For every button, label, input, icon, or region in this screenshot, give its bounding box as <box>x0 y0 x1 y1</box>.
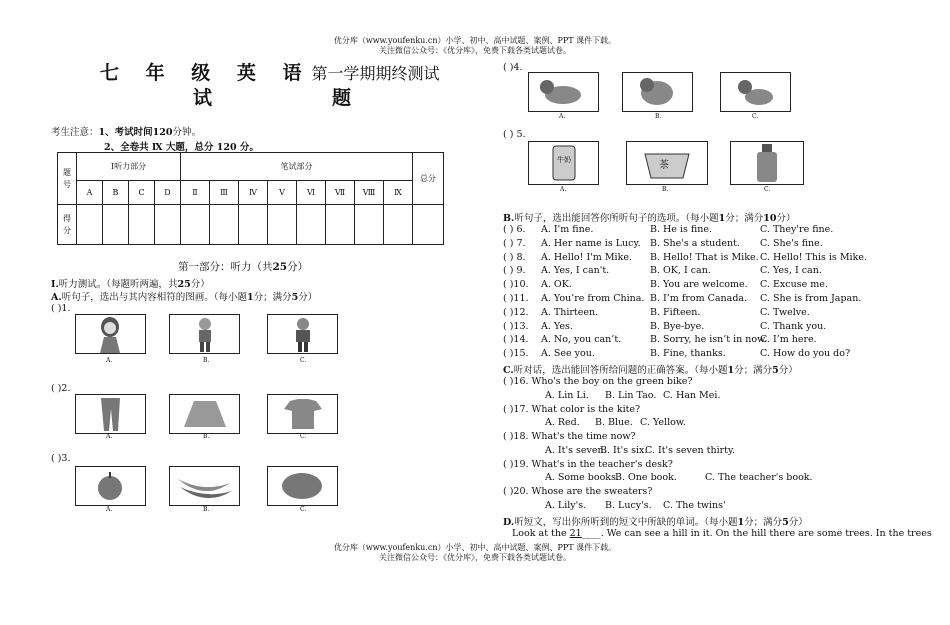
caption-c: C. <box>300 433 307 440</box>
b-option-a: A. Yes. <box>541 320 573 332</box>
boy-icon <box>268 315 337 353</box>
q5-pic-a[interactable] <box>528 141 599 185</box>
c-option-c[interactable]: C. The twins' <box>663 499 726 511</box>
score-cell[interactable] <box>239 205 268 245</box>
b-option-b: B. Sorry, he isn’t in now. <box>650 334 768 346</box>
caption-b: B. <box>203 357 210 364</box>
page-footer <box>0 543 950 563</box>
tea-label: 茶 <box>659 160 669 171</box>
score-cell[interactable] <box>129 205 155 245</box>
q2-pic-a[interactable] <box>75 394 146 434</box>
c-option-b[interactable]: B. Lin Tao. <box>605 389 657 401</box>
score-cell[interactable] <box>268 205 297 245</box>
b-option-c: C. Thank you. <box>760 320 827 332</box>
caption-c: C. <box>300 357 307 364</box>
notice-item-1-end: 分钟。 <box>172 127 201 138</box>
caption-a: A. <box>106 357 113 364</box>
c-question[interactable]: ( )20. Whose are the sweaters? <box>503 486 653 497</box>
total-header: 总分 <box>413 153 444 205</box>
question-4[interactable]: ( )4. <box>503 62 523 73</box>
b-option-n[interactable]: ( ) 9. <box>503 265 526 277</box>
caption-b: B. <box>655 113 662 120</box>
b-option-n[interactable]: ( ) 7. <box>503 237 526 249</box>
page-header <box>0 36 950 56</box>
score-cell[interactable] <box>77 205 103 245</box>
c-option-c[interactable]: C. Yellow. <box>640 417 686 429</box>
row-label-question: 题号 <box>58 153 77 205</box>
b-option-c: C. They're fine. <box>760 224 834 235</box>
section-b-heading: B.听句子，选出能回答你所听句子的选项。（每小题1分；满分10分） <box>503 213 796 224</box>
caption-a: A. <box>106 433 113 440</box>
col-7: Ⅶ <box>326 181 355 205</box>
b-option-a: A. Her name is Lucy. <box>541 237 641 249</box>
b-option-n[interactable]: ( )13. <box>503 320 529 332</box>
exam-title-line2 <box>193 83 351 110</box>
title-shi: 试 <box>193 87 213 109</box>
question-3[interactable]: ( )3. <box>51 453 71 464</box>
listening-header: Ⅰ听力部分 <box>77 153 181 181</box>
caption-c: C. <box>764 186 771 193</box>
section-d-heading: D.听短文，写出你所听到的短文中所缺的单词。（每小题1分；满分5分） <box>503 517 808 528</box>
notice-time: 120 <box>152 127 173 138</box>
q2-pic-b[interactable] <box>169 394 240 434</box>
b-option-n[interactable]: ( ) 8. <box>503 251 526 263</box>
q3-pic-a[interactable] <box>75 466 146 506</box>
b-option-b: B. She's a student. <box>650 237 740 249</box>
q4-pic-b[interactable] <box>622 72 693 112</box>
b-option-b: B. Bye-bye. <box>650 320 705 332</box>
q2-pic-c[interactable] <box>267 394 338 434</box>
footer-line-2: 关注微信公众号：《优分库》，免费下载各类试题试卷。 <box>379 553 571 562</box>
q4-pic-a[interactable] <box>528 72 599 112</box>
col-8: Ⅷ <box>355 181 384 205</box>
girl-icon <box>76 315 145 353</box>
score-cell[interactable] <box>103 205 129 245</box>
question-5[interactable]: ( ) 5. <box>503 129 526 140</box>
caption-c: C. <box>752 113 759 120</box>
score-cell[interactable] <box>155 205 181 245</box>
c-option-c[interactable]: C. Han Mei. <box>663 389 721 401</box>
b-option-b: B. He is fine. <box>650 224 712 235</box>
c-option-c[interactable]: C. The teacher's book. <box>705 472 813 484</box>
boy-icon <box>170 315 239 353</box>
b-option-c: C. Hello! This is Mike. <box>760 251 867 263</box>
b-option-n[interactable]: ( )10. <box>503 279 529 291</box>
c-question[interactable]: ( )19. What's in the teacher's desk? <box>503 458 673 470</box>
b-option-n[interactable]: ( )14. <box>503 334 529 346</box>
score-cell-total[interactable] <box>413 205 444 245</box>
q1-pic-b[interactable] <box>169 314 240 354</box>
score-row <box>58 205 444 245</box>
milk-label: 牛奶 <box>557 156 571 164</box>
col-3: Ⅲ <box>210 181 239 205</box>
b-option-c: C. Excuse me. <box>760 279 828 291</box>
exam-title <box>100 58 439 85</box>
score-cell[interactable] <box>384 205 413 245</box>
c-option-a[interactable]: A. Red. <box>545 417 580 429</box>
notice-line-2 <box>104 139 259 153</box>
b-option-b: B. OK, I can. <box>650 265 711 277</box>
question-1[interactable]: ( )1. <box>51 303 71 314</box>
elephant-icon <box>623 73 692 111</box>
c-question[interactable]: ( )17. What color is the kite? <box>503 403 641 415</box>
q5-pic-c[interactable] <box>730 141 804 185</box>
col-5: Ⅴ <box>268 181 297 205</box>
section-1-heading: I.听力测试。（每题听两遍，共25分） <box>51 279 210 290</box>
question-2[interactable]: ( )2. <box>51 383 71 394</box>
score-cell[interactable] <box>181 205 210 245</box>
b-option-a: A. Yes, I can't. <box>541 265 610 277</box>
b-option-c: C. She's fine. <box>760 237 823 249</box>
b-option-c: C. How do you do? <box>760 348 851 360</box>
notice-label: 考生注意： <box>51 127 99 138</box>
b-option-n[interactable]: ( ) 6. <box>503 224 526 235</box>
col-9: Ⅸ <box>384 181 413 205</box>
b-option-c: C. Twelve. <box>760 306 810 318</box>
caption-b: B. <box>662 186 669 193</box>
c-option-b[interactable]: B. One book. <box>615 472 677 484</box>
c-option-a[interactable]: A. Some books. <box>545 472 619 484</box>
b-option-a: A. I'm fine. <box>541 224 594 235</box>
b-option-a: A. OK. <box>541 279 572 291</box>
title-grade: 七 年 级 英 语 <box>100 62 312 84</box>
score-cell[interactable] <box>355 205 384 245</box>
c-question[interactable]: ( )16. Who's the boy on the green bike? <box>503 376 693 387</box>
score-cell[interactable] <box>326 205 355 245</box>
q3-pic-b[interactable] <box>169 466 240 506</box>
b-option-c: C. I’m here. <box>760 334 817 346</box>
apple-icon <box>76 467 145 505</box>
col-c: C <box>129 181 155 205</box>
b-option-c: C. She is from Japan. <box>760 293 862 304</box>
b-option-a: A. Hello! I'm Mike. <box>541 251 632 263</box>
b-option-n[interactable]: ( )12. <box>503 306 529 318</box>
cat-icon <box>721 73 790 111</box>
title-exam: 第一学期期终测试 <box>311 64 440 83</box>
skirt-icon <box>170 395 239 433</box>
c-question[interactable]: ( )18. What's the time now? <box>503 431 636 442</box>
b-option-a: A. See you. <box>541 348 595 360</box>
title-ti: 题 <box>332 87 352 109</box>
b-option-b: B. You are welcome. <box>650 279 748 291</box>
col-b: B <box>103 181 129 205</box>
footer-line-1: 优分库（www.youfenku.cn）小学、初中、高中试题、案例、PPT 课件下载。 <box>333 543 617 552</box>
tiger-icon <box>529 73 598 111</box>
caption-a: A. <box>560 186 567 193</box>
part1-heading: 第一部分：听力（共25分） <box>178 261 309 273</box>
orange-icon <box>268 467 337 505</box>
header-line-2: 关注微信公众号：《优分库》，免费下载各类试题试卷。 <box>379 46 571 55</box>
caption-a: A. <box>559 113 566 120</box>
col-2: Ⅱ <box>181 181 210 205</box>
b-option-b: B. Fifteen. <box>650 306 701 318</box>
caption-b: B. <box>203 506 210 513</box>
score-table-cols <box>58 181 444 205</box>
score-cell[interactable] <box>210 205 239 245</box>
b-option-b: B. Hello! That is Mike. <box>650 251 759 263</box>
c-option-a[interactable]: A. It's seven. <box>545 444 607 456</box>
b-option-n[interactable]: ( )11. <box>503 293 529 304</box>
col-6: Ⅵ <box>297 181 326 205</box>
q4-pic-c[interactable] <box>720 72 791 112</box>
q1-pic-c[interactable] <box>267 314 338 354</box>
section-c-heading: C.听对话，选出能回答所给问题的正确答案。（每小题1分；满分5分） <box>503 365 798 376</box>
written-header: 笔试部分 <box>181 153 413 181</box>
caption-a: A. <box>106 506 113 513</box>
tshirt-icon <box>268 395 337 433</box>
c-option-b[interactable]: B. Lucy's. <box>605 499 652 511</box>
col-4: Ⅳ <box>239 181 268 205</box>
b-option-a: A. You’re from China. <box>541 293 645 304</box>
notice-item-1: 1、考试时间 <box>98 127 153 138</box>
q1-pic-a[interactable] <box>75 314 146 354</box>
banana-icon <box>170 467 239 505</box>
b-option-c: C. Yes, I can. <box>760 265 822 277</box>
pants-icon <box>76 395 145 433</box>
notice-line-1 <box>51 124 201 138</box>
col-d: D <box>155 181 181 205</box>
score-cell[interactable] <box>297 205 326 245</box>
juice-bottle-icon <box>731 142 803 184</box>
b-option-a: A. Thirteen. <box>541 306 599 318</box>
c-option-a[interactable]: A. Lily's. <box>545 499 587 511</box>
caption-c: C. <box>300 506 307 513</box>
c-option-a[interactable]: A. Lin Li. <box>545 389 589 401</box>
row-label-score: 得分 <box>58 205 77 245</box>
b-option-b: B. Fine, thanks. <box>650 348 726 360</box>
c-option-c[interactable]: C. It's seven thirty. <box>645 444 736 456</box>
q3-pic-c[interactable] <box>267 466 338 506</box>
passage-line: Look at the 21____. We can see a hill in it. On the hill there are some trees. In the trees <box>512 528 932 539</box>
caption-b: B. <box>203 433 210 440</box>
b-option-a: A. No, you can’t. <box>541 334 622 346</box>
section-a-heading: A.听句子，选出与其内容相符的图画。（每小题1分；满分5分） <box>51 292 318 303</box>
b-option-n[interactable]: ( )15. <box>503 348 529 360</box>
q5-pic-b[interactable] <box>626 141 708 185</box>
col-a: A <box>77 181 103 205</box>
c-option-b[interactable]: B. Blue. <box>595 417 633 429</box>
score-table <box>57 152 444 245</box>
header-line-1: 优分库（www.youfenku.cn）小学、初中、高中试题、案例、PPT 课件下载。 <box>333 36 617 45</box>
b-option-b: B. I’m from Canada. <box>650 293 748 304</box>
c-option-b[interactable]: B. It's six. <box>600 444 648 456</box>
notice-item-2: 2、全卷共 Ⅸ 大题，总分 120 分。 <box>104 142 259 153</box>
blank-21[interactable]: 21 <box>569 528 582 539</box>
